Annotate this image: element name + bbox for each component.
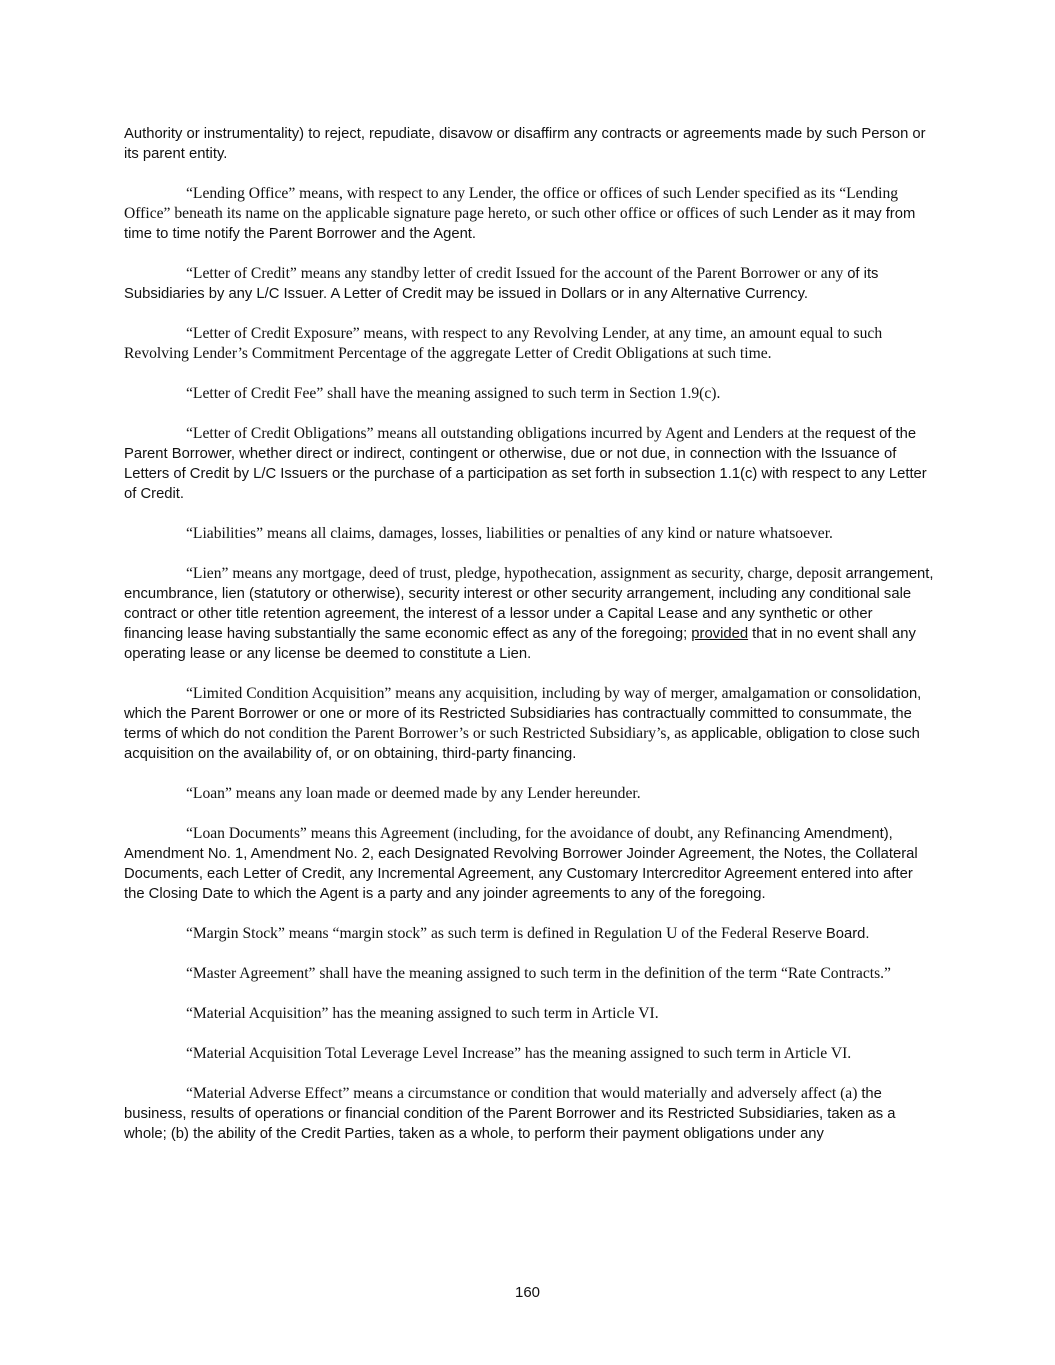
- definition-paragraph: [124, 324, 934, 364]
- paragraph-text: “Material Acquisition” has the meaning assigned to such term in Article VI.: [186, 1005, 659, 1022]
- paragraph-text: request of the Parent Borrower, whether direct or indirect, contingent or otherwise, due or not due, in connection with the Issuance of Letters of Credit by L/C Issuers or the purchase of a participation as set forth in subsection 1.1(c) with respect to any Letter of Credit.: [124, 426, 927, 502]
- paragraph-text: “Loan” means any loan made or deemed made by any Lender hereunder.: [186, 785, 641, 802]
- definition-paragraph: [124, 184, 934, 244]
- definition-paragraph: [124, 1084, 934, 1144]
- paragraph-text: “Margin Stock” means “margin stock” as such term is defined in Regulation U of the Federal Reserve: [186, 925, 826, 942]
- paragraph-text: “Letter of Credit Exposure” means, with respect to any Revolving Lender, at any time, an amount equal to such Revolving Lender’s Commitment Percentage of the aggregate Letter of Credit Obligations at such time.: [124, 325, 883, 362]
- page-number: 160: [514, 1284, 541, 1301]
- paragraph-text: arrangement, encumbrance, lien (statutory or otherwise), security interest or other security arrangement, including any conditional sale contract or other title retention agreement, the interest of a lessor under a Capital Lease and any synthetic or other financing lease having substantially the same economic effect as any of the foregoing;: [124, 566, 934, 642]
- paragraph-text: of its Subsidiaries by any L/C Issuer. A Letter of Credit may be issued in Dollars or in any Alternative Currency.: [124, 266, 879, 302]
- paragraph-text: the business, results of operations or financial condition of the Parent Borrower and its Restricted Subsidiaries, taken as a whole; (b) the ability of the Credit Parties, taken as a whole, to perform their payment obligations under any: [124, 1086, 896, 1142]
- document-page: [124, 124, 934, 1164]
- definition-paragraph: [124, 1044, 934, 1064]
- paragraph-text: that in no event shall any operating lease or any license be deemed to constitute a Lien.: [124, 626, 916, 662]
- paragraph-text: “Lending Office” means, with respect to any Lender, the office or offices of such Lender specified as its “Lending Office” beneath its name on the applicable signature page hereto, or such other office or offices of such: [124, 185, 899, 222]
- paragraph-text: “Limited Condition Acquisition” means any acquisition, including by way of merger, amalgamation or: [186, 685, 831, 702]
- definition-paragraph: [124, 564, 934, 664]
- definition-paragraph: [124, 264, 934, 304]
- paragraph-text: consolidation, which the Parent Borrower or one or more of its Restricted Subsidiaries has contractually committed to consummate, the terms of which do not: [124, 686, 922, 742]
- paragraph-text: Lender as it may from time to time notify the Parent Borrower and the Agent.: [124, 206, 916, 242]
- paragraph-text: “Master Agreement” shall have the meaning assigned to such term in the definition of the term “Rate Contracts.”: [186, 965, 891, 982]
- paragraph-text: Authority or instrumentality) to reject, repudiate, disavow or disaffirm any contracts or agreements made by such Person or its parent entity.: [124, 126, 926, 162]
- definition-paragraph: [124, 964, 934, 984]
- definition-paragraph: [124, 1004, 934, 1024]
- definition-paragraph: [124, 924, 934, 944]
- paragraph-text: Amendment), Amendment No. 1, Amendment No. 2, each Designated Revolving Borrower Joinder Agreement, the Notes, the Collateral Documents, each Letter of Credit, any Incremental Agreement, any Customary Intercreditor Agreement entered into after the Closing Date to which the Agent is a party and any joinder agreements to any of the foregoing.: [124, 826, 918, 902]
- paragraph-text: “Letter of Credit” means any standby letter of credit Issued for the account of the Parent Borrower or any: [186, 265, 848, 282]
- definition-paragraph: [124, 384, 934, 404]
- paragraph-text: “Letter of Credit Fee” shall have the meaning assigned to such term in Section 1.9(c).: [186, 385, 721, 402]
- definition-paragraph: [124, 684, 934, 764]
- paragraph-text: condition the Parent Borrower’s or such Restricted Subsidiary’s, as: [268, 725, 692, 742]
- paragraph-text: “Liabilities” means all claims, damages, losses, liabilities or penalties of any kind or nature whatsoever.: [186, 525, 833, 542]
- paragraph-text: applicable, obligation to close such acquisition on the availability of, or on obtaining, third-party financing.: [124, 726, 920, 762]
- definition-paragraph: [124, 424, 934, 504]
- definition-paragraph: [124, 824, 934, 904]
- paragraph-text: “Lien” means any mortgage, deed of trust, pledge, hypothecation, assignment as security, charge, deposit: [186, 565, 846, 582]
- definition-paragraph: [124, 524, 934, 544]
- definition-paragraph: [124, 124, 934, 164]
- paragraph-text: “Loan Documents” means this Agreement (including, for the avoidance of doubt, any Refinancing: [186, 825, 804, 842]
- underlined-term: provided: [691, 626, 749, 642]
- paragraph-text: “Letter of Credit Obligations” means all outstanding obligations incurred by Agent and Lenders at the: [186, 425, 826, 442]
- paragraph-text: “Material Acquisition Total Leverage Level Increase” has the meaning assigned to such term in Article VI.: [186, 1045, 852, 1062]
- paragraph-text: Board.: [825, 926, 870, 942]
- definition-paragraph: [124, 784, 934, 804]
- paragraph-text: “Material Adverse Effect” means a circumstance or condition that would materially and adversely affect (a): [186, 1085, 862, 1102]
